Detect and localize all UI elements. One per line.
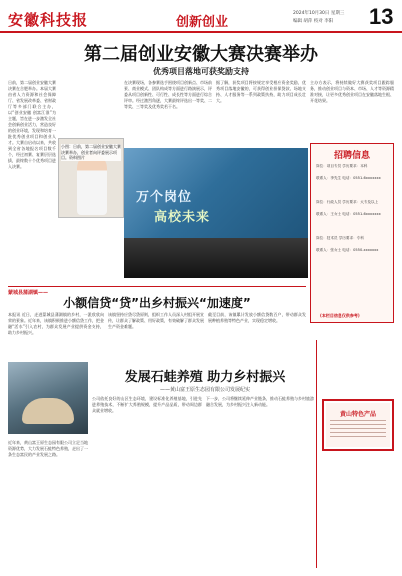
recruit-panel: [310, 143, 394, 323]
photo-crowd: [124, 238, 308, 278]
recruit-item: 岗位：行政人员 学历要求：大专及以上: [316, 200, 379, 204]
article1-column-3: 据了解，获奖项目将按规定享受相应资金奖励，优秀项目落地安徽的，可获得创业担保贷款、场地支持、人才服务等一系列政策扶持，助力项目成长壮大。: [216, 80, 306, 103]
article3-headline: 发展石蛙养殖 助力乡村振兴: [124, 370, 286, 385]
article3-column-1: 近年来，黄山富王原生态园有限公司立足当地资源优势，大力发展石蛙特色养殖，走出了一条生态富民的产业发展之路。: [8, 440, 88, 457]
page-number: 13: [369, 4, 394, 29]
photo-subject: [22, 398, 74, 424]
certificate-text-lines: [330, 420, 386, 440]
article3-subheadline: ——黄山富王原生态园有限公司发展纪实: [159, 387, 250, 393]
frog-farm-photo: [8, 362, 88, 434]
section-title: 创新创业: [176, 15, 229, 30]
article2-column-1: 本报讯 近日，走进蒙城县蒲湖镇的乡村，一派欣欣向荣的景象。近年来，该镇积极推进小额信贷工作，把金融“活水”引入农村，为群众发展产业提供资金支持，助力乡村振兴。: [8, 312, 104, 335]
article2-headline: 小额信贷“贷”出乡村振兴“加速度”: [63, 296, 251, 310]
person-figure: [77, 153, 107, 215]
recruit-footer: (本栏目信息仅供参考): [320, 313, 360, 318]
recruit-title: 招聘信息: [333, 151, 370, 161]
photo-banner-text-1: 万个岗位: [136, 190, 193, 205]
recruit-item: 岗位：项目专员 学历要求：本科: [316, 164, 368, 168]
certificate-title: 黄山特色产品: [339, 411, 376, 418]
editor-credit: 编辑 胡萍 校对 李阳: [293, 19, 334, 24]
section-divider: [8, 286, 306, 287]
article3-column-2: 公司依托良好的山区生态环境，建设标准化养殖基地，引进先进养殖技术，不断扩大养殖规模，提升产品品质，带动周边群众就业增收。: [92, 396, 202, 413]
article1-column-2: 在决赛现场，各参赛选手围绕项目创新点、市场前景、商业模式、团队构成等方面进行路演展示，评委从项目创新性、可行性、成长性等方面进行综合评审。经过激烈角逐，大赛最终评选出一等奖、二等奖、三等奖及优秀奖若干名。: [124, 80, 212, 109]
article1-headline: 第二届创业安徽大赛决赛举办: [84, 44, 318, 65]
article2-column-3: 截至目前，该镇累计发放小额信贷数百户，带动群众发展种植养殖等特色产业，实现稳定增收。: [208, 312, 306, 323]
article2-tag: 蒙城县蒲湖镇——: [8, 290, 49, 296]
article1-column-4: 主办方表示，将持续做好大赛获奖项目跟踪服务，推动创业项目与资本、市场、人才等资源精准对接，让更多优秀创业项目在安徽落地生根、开花结果。: [310, 80, 394, 103]
photo-banner-text-2: 高校未来: [154, 210, 211, 225]
recruit-item: 联系人：王女士 电话：0551-6xxxxxxx: [316, 212, 381, 216]
article1-column-1: 日前，第二届创业安徽大赛决赛在合肥举办。本届大赛由省人力资源和社会保障厅、省发展改革委、省财政厅等多部门联合主办，以“创业安徽 创富江淮”为主题，旨在进一步激发全社会创新创业活力，营造良好的创业环境，发现和培育一批优秀创业项目和创业人才。大赛自启动以来，共收到全省各地报名项目数千个，经过初赛、复赛层层选拔，最终数十个优秀项目进入决赛。: [8, 80, 56, 169]
photo-caption: 小图：日前，第二届创业安徽大赛决赛举办，创业者向评委展示项目。资料图片: [61, 144, 121, 160]
recruit-item: 联系人：张女士 电话：0550-xxxxxxx: [316, 248, 379, 252]
article2-column-2: 该镇坚持应贷尽贷原则，组织工作人员深入村组开展宣传，让群众了解政策、用好政策，有效破解了群众发展生产资金难题。: [108, 312, 204, 329]
masthead: [0, 0, 402, 33]
recruit-item: 岗位：技术员 学历要求：专科: [316, 236, 364, 240]
issue-date: 2024年10月30日 星期三: [293, 11, 345, 16]
paper-name: 安徽科技报: [8, 11, 89, 29]
event-photo: [124, 148, 308, 278]
article3-column-3: 下一步，公司将继续延伸产业链条，推动石蛙养殖与乡村旅游融合发展，为乡村振兴注入新动能。: [206, 396, 314, 407]
article1-subheadline: 优秀项目落地可获奖励支持: [153, 67, 249, 76]
recruit-item: 联系人：李先生 电话：0551-6xxxxxxx: [316, 176, 381, 180]
